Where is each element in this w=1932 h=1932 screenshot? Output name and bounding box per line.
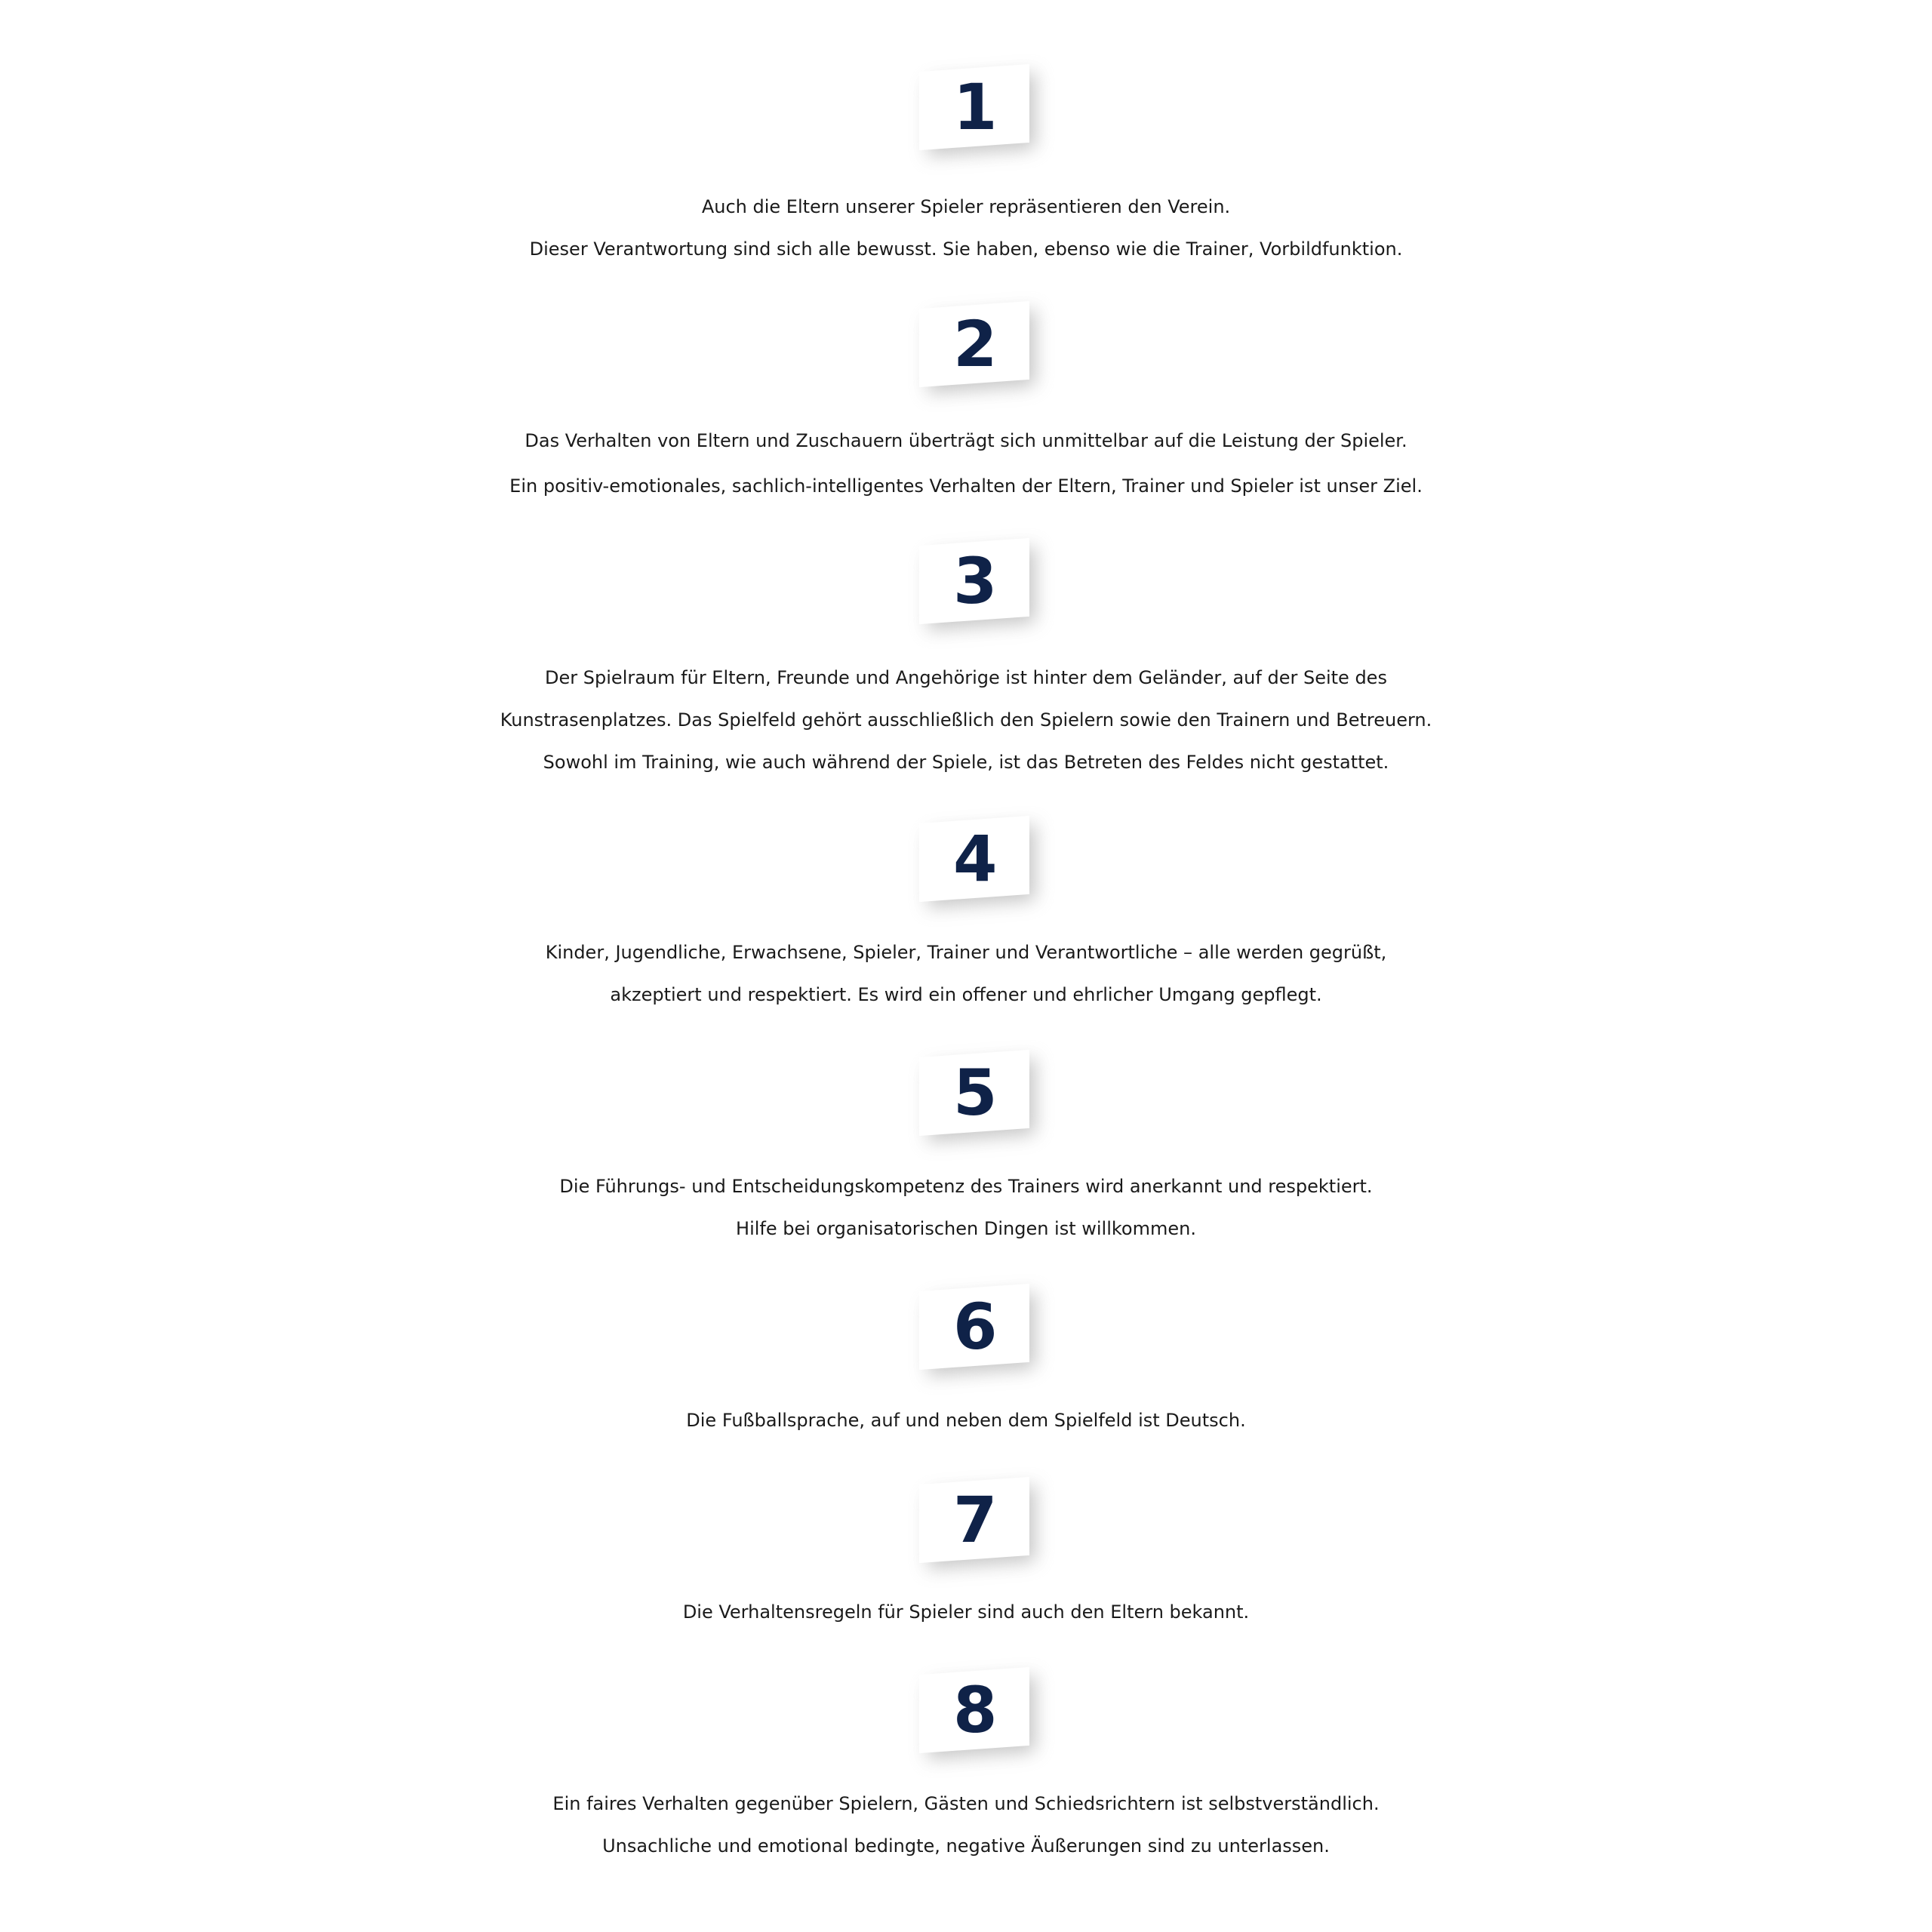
rule-number: 7	[952, 1483, 996, 1558]
rule-text-5	[0, 1165, 1932, 1250]
rule-text-line: Unsachliche und emotional bedingte, negative Äußerungen sind zu unterlassen.	[602, 1835, 1330, 1857]
rule-number-badge-8	[919, 1671, 1032, 1760]
rule-number-badge-7	[919, 1481, 1032, 1570]
rule-text-line: Kunstrasenplatzes. Das Spielfeld gehört ausschließlich den Spielern sowie den Trainern und Betreuern.	[500, 709, 1432, 731]
rule-number: 2	[952, 307, 996, 382]
rule-number-badge-1	[919, 68, 1032, 157]
rule-number: 5	[952, 1056, 996, 1131]
rule-text-line: Die Verhaltensregeln für Spieler sind auch den Eltern bekannt.	[682, 1601, 1250, 1623]
rule-text-2	[0, 420, 1932, 507]
badge-card	[919, 538, 1029, 624]
rule-text-3	[0, 657, 1932, 783]
rule-text-8	[0, 1783, 1932, 1867]
rule-number: 1	[952, 70, 996, 145]
rule-text-line: Die Fußballsprache, auf und neben dem Spielfeld ist Deutsch.	[686, 1410, 1246, 1431]
rule-text-line: Ein positiv-emotionales, sachlich-intelligentes Verhalten der Eltern, Trainer und Spieler ist unser Ziel.	[509, 475, 1423, 497]
badge-card	[919, 1284, 1029, 1370]
rule-text-line: akzeptiert und respektiert. Es wird ein offener und ehrlicher Umgang gepflegt.	[610, 984, 1322, 1005]
rule-number: 6	[952, 1290, 996, 1364]
badge-card	[919, 64, 1029, 150]
rule-text-line: Kinder, Jugendliche, Erwachsene, Spieler, Trainer und Verantwortliche – alle werden gegrüßt,	[545, 942, 1387, 963]
rule-text-7	[0, 1591, 1932, 1633]
rule-text-line: Ein faires Verhalten gegenüber Spielern, Gästen und Schiedsrichtern ist selbstverständlich.	[552, 1793, 1380, 1814]
rule-text-line: Sowohl im Training, wie auch während der Spiele, ist das Betreten des Feldes nicht gestattet.	[543, 752, 1389, 773]
rule-text-1	[0, 186, 1932, 270]
rule-number-badge-3	[919, 542, 1032, 631]
rule-text-line: Hilfe bei organisatorischen Dingen ist willkommen.	[736, 1218, 1196, 1239]
rule-number: 8	[952, 1673, 996, 1748]
rule-number: 4	[952, 822, 996, 897]
badge-card	[919, 816, 1029, 902]
rule-text-line: Die Führungs- und Entscheidungskompetenz des Trainers wird anerkannt und respektiert.	[559, 1176, 1373, 1197]
rule-text-line: Auch die Eltern unserer Spieler repräsentieren den Verein.	[701, 196, 1231, 217]
rule-text-line: Der Spielraum für Eltern, Freunde und Angehörige ist hinter dem Geländer, auf der Seite des	[545, 667, 1387, 688]
rule-number: 3	[952, 544, 996, 619]
rule-number-badge-2	[919, 305, 1032, 394]
rule-text-line: Dieser Verantwortung sind sich alle bewusst. Sie haben, ebenso wie die Trainer, Vorbildfunktion.	[529, 238, 1403, 260]
badge-card	[919, 1667, 1029, 1753]
badge-card	[919, 1050, 1029, 1136]
rule-text-6	[0, 1399, 1932, 1441]
badge-card	[919, 301, 1029, 387]
badge-card	[919, 1477, 1029, 1563]
rule-text-line: Das Verhalten von Eltern und Zuschauern überträgt sich unmittelbar auf die Leistung der Spieler.	[525, 430, 1407, 451]
rule-text-4	[0, 931, 1932, 1016]
rule-number-badge-4	[919, 820, 1032, 909]
rule-number-badge-5	[919, 1054, 1032, 1143]
rule-number-badge-6	[919, 1287, 1032, 1377]
